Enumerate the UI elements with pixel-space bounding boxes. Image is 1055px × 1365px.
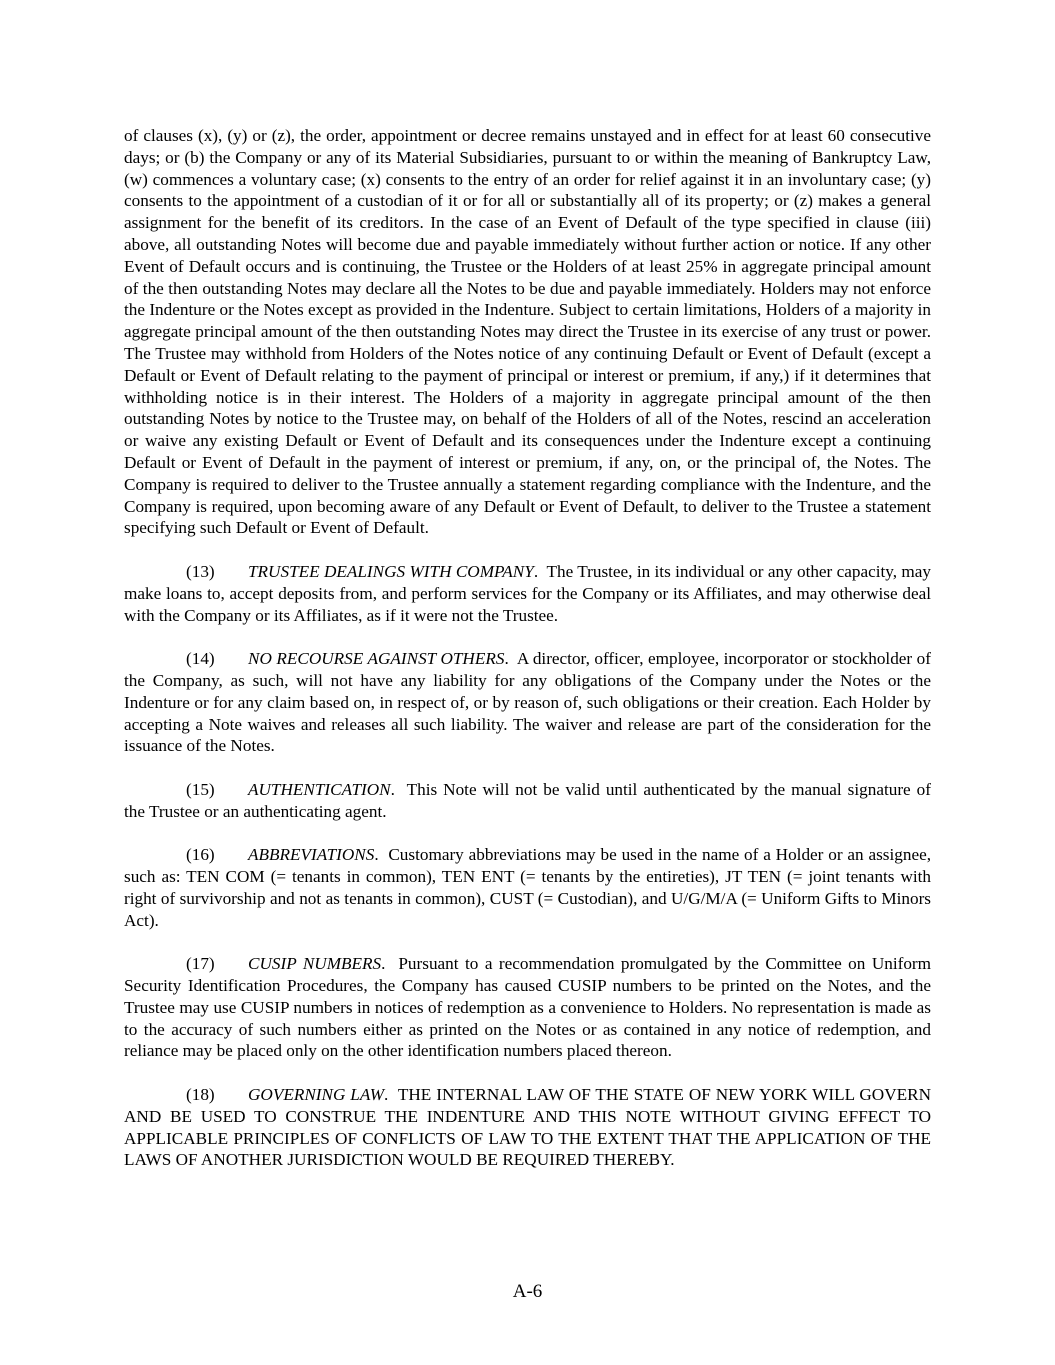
section-13: (13) TRUSTEE DEALINGS WITH COMPANY. The Trustee, in its individual or any other capacity, may make loans to, accept deposits from, and perform services for the Company or its Affiliates, and may otherwise deal with the Company or its Affiliates, as if it were not the Trustee. [124,561,931,625]
continuation-paragraph: of clauses (x), (y) or (z), the order, appointment or decree remains unstayed and in effect for at least 60 consecutive days; or (b) the Company or any of its Material Subsidiaries, pursuant to or within the meaning of Bankruptcy Law, (w) commences a voluntary case; (x) consents to the entry of an order for relief against it in an involuntary case; (y) consents to the appointment of a custodian of it or for all or substantially all of its property; or (z) makes a general assignment for the benefit of its creditors. In the case of an Event of Default of the type specified in clause (iii) above, all outstanding Notes will become due and payable immediately without further action or notice. If any other Event of Default occurs and is continuing, the Trustee or the Holders of at least 25% in aggregate principal amount of the then outstanding Notes may declare all the Notes to be due and payable immediately. Holders may not enforce the Indenture or the Notes except as provided in the Indenture. Subject to certain limitations, Holders of a majority in aggregate principal amount of the then outstanding Notes may direct the Trustee in its exercise of any trust or power. The Trustee may withhold from Holders of the Notes notice of any continuing Default or Event of Default (except a Default or Event of Default relating to the payment of principal or interest or premium, if any,) if it determines that withholding notice is in their interest. The Holders of a majority in aggregate principal amount of the then outstanding Notes by notice to the Trustee may, on behalf of the Holders of all of the Notes, rescind an acceleration or waive any existing Default or Event of Default and its consequences under the Indenture except a continuing Default or Event of Default in the payment of interest or premium, if any, on, or the principal of, the Notes. The Company is required to deliver to the Trustee annually a statement regarding compliance with the Indenture, and the Company is required, upon becoming aware of any Default or Event of Default, to deliver to the Trustee a statement specifying such Default or Event of Default. [124,126,931,538]
section-17: (17) CUSIP NUMBERS. Pursuant to a recommendation promulgated by the Committee on Uniform Security Identification Procedures, the Company has caused CUSIP numbers to be printed on the Notes, and the Trustee may use CUSIP numbers in notices of redemption as a convenience to Holders. No representation is made as to the accuracy of such numbers either as printed on the Notes or as contained in any notice of redemption, and reliance may be placed only on the other identification numbers placed thereon. [124,954,932,1061]
section-text: Customary abbreviations may be used in the name of a Holder or an assignee, such as: TEN COM (= tenants in common), TEN ENT (= tenants by the entireties), JT TEN (= joint tenants with right of survivorship and not as tenants in common), CUST (= Custodian), and U/G/M/A (= Uniform Gifts to Minors Act). [124,845,932,930]
section-text: The Trustee, in its individual or any other capacity, may make loans to, accept deposits from, and perform services for the Company or its Affiliates, and may otherwise deal with the Company or its Affiliates, as if it were not the Trustee. [124,561,931,625]
page-number: A-6 [512,1281,543,1302]
section-number: (14) [186,649,215,669]
section-heading: CUSIP NUMBERS [248,954,382,974]
document-page [124,125,931,1193]
section-15: (15) AUTHENTICATION. This Note will not be valid until authenticated by the manual signature of the Trustee or an authenticating agent. [124,779,931,821]
section-14: (14) NO RECOURSE AGAINST OTHERS. A director, officer, employee, incorporator or stockholder of the Company, as such, will not have any liability for any obligations of the Company under the Notes or the Indenture or for any claim based on, in respect of, or by reason of, such obligations or their creation. Each Holder by accepting a Note waives and releases all such liability. The waiver and release are part of the consideration for the issuance of the Notes. [124,649,931,756]
section-number: (17) [186,954,215,974]
section-number: (18) [186,1085,215,1105]
section-text: THE INTERNAL LAW OF THE STATE OF NEW YORK WILL GOVERN AND BE USED TO CONSTRUE THE INDENTURE AND THIS NOTE WITHOUT GIVING EFFECT TO APPLICABLE PRINCIPLES OF CONFLICTS OF LAW TO THE EXTENT THAT THE APPLICATION OF THE LAWS OF ANOTHER JURISDICTION WOULD BE REQUIRED THEREBY. [124,1085,931,1170]
section-heading: ABBREVIATIONS [248,845,375,865]
section-number: (16) [186,845,215,865]
section-number: (13) [186,561,215,581]
section-heading: NO RECOURSE AGAINST OTHERS [248,649,505,669]
section-text: Pursuant to a recommendation promulgated by the Committee on Uniform Security Identification Procedures, the Company has caused CUSIP numbers to be printed on the Notes, and the Trustee may use CUSIP numbers in notices of redemption as a convenience to Holders. No representation is made as to the accuracy of such numbers either as printed on the Notes or as contained in any notice of redemption, and reliance may be placed only on the other identification numbers placed thereon. [124,954,932,1061]
section-text: This Note will not be valid until authenticated by the manual signature of the Trustee or an authenticating agent. [124,779,931,821]
section-18: (18) GOVERNING LAW. THE INTERNAL LAW OF THE STATE OF NEW YORK WILL GOVERN AND BE USED TO CONSTRUE THE INDENTURE AND THIS NOTE WITHOUT GIVING EFFECT TO APPLICABLE PRINCIPLES OF CONFLICTS OF LAW TO THE EXTENT THAT THE APPLICATION OF THE LAWS OF ANOTHER JURISDICTION WOULD BE REQUIRED THEREBY. [124,1085,931,1170]
section-text: A director, officer, employee, incorporator or stockholder of the Company, as such, will not have any liability for any obligations of the Company under the Notes or the Indenture or for any claim based on, in respect of, or by reason of, such obligations or their creation. Each Holder by accepting a Note waives and releases all such liability. The waiver and release are part of the consideration for the issuance of the Notes. [124,649,931,756]
section-heading: GOVERNING LAW [248,1085,385,1105]
section-number: (15) [186,779,215,799]
section-16: (16) ABBREVIATIONS. Customary abbreviations may be used in the name of a Holder or an assignee, such as: TEN COM (= tenants in common), TEN ENT (= tenants by the entireties), JT TEN (= joint tenants with right of survivorship and not as tenants in common), CUST (= Custodian), and U/G/M/A (= Uniform Gifts to Minors Act). [124,845,932,930]
section-heading: AUTHENTICATION [248,779,391,799]
section-heading: TRUSTEE DEALINGS WITH COMPANY [248,561,534,581]
